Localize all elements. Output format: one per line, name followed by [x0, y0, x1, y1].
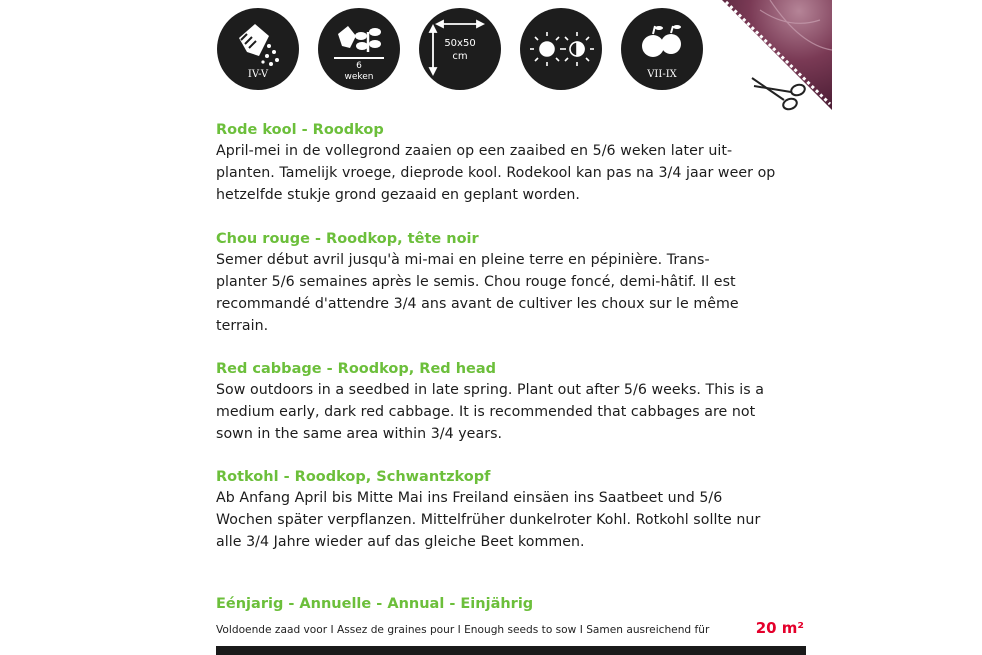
- section-heading: Chou rouge - Roodkop, tête noir: [216, 231, 479, 247]
- annual-label: Eénjarig - Annuelle - Annual - Einjährig: [216, 596, 534, 612]
- section-english: [216, 359, 802, 445]
- section-dutch: [216, 120, 802, 206]
- bottom-bar: [216, 646, 806, 655]
- section-text: April-mei in de vollegrond zaaien op een zaaibed en 5/6 weken later uit- planten. Tamelijk vroege, dieprode kool. Rodekool kan pas na 3/4 jaar weer op hetzelfde stukje grond gezaaid en geplant worden.: [216, 143, 776, 203]
- coverage-area: 20 m²: [755, 619, 804, 637]
- seed-coverage-footer: [216, 619, 806, 637]
- section-german: [216, 467, 802, 553]
- cultivation-icons: [217, 8, 717, 100]
- scissors-icon: [748, 68, 808, 116]
- section-text: Sow outdoors in a seedbed in late spring. Plant out after 5/6 weeks. This is a medium early, dark red cabbage. It is recommended that cabbages are not sown in the same area within 3/4 years.: [216, 382, 764, 442]
- section-text: Semer début avril jusqu'à mi-mai en pleine terre en pépinière. Trans- planter 5/6 semaines après le semis. Chou rouge foncé, demi-hâtif. Il est recommandé d'attendre 3/4 ans avant de cultiver les choux sur le même terrain.: [216, 252, 739, 334]
- sowing-icon: IV-V: [217, 8, 299, 90]
- section-heading: Rode kool - Roodkop: [216, 122, 384, 138]
- section-french: [216, 229, 802, 337]
- sun-half-shade-icon: [520, 8, 602, 90]
- section-text: Ab Anfang April bis Mitte Mai ins Freiland einsäen ins Saatbeet und 5/6 Wochen später verpflanzen. Mittelfrüher dunkelroter Kohl. Rotkohl sollte nur alle 3/4 Jahre wieder auf das gleiche Beet kommen.: [216, 490, 761, 550]
- seed-coverage-text: Voldoende zaad voor I Assez de graines pour I Enough seeds to sow I Samen ausreichend für: [216, 624, 710, 636]
- section-heading: Red cabbage - Roodkop, Red head: [216, 361, 497, 377]
- harvest-icon: VII-IX: [621, 8, 703, 90]
- seedling-icon: 6 weken: [318, 8, 400, 90]
- spacing-icon: 50x50 cm: [419, 8, 501, 90]
- section-heading: Rotkohl - Roodkop, Schwantzkopf: [216, 469, 491, 485]
